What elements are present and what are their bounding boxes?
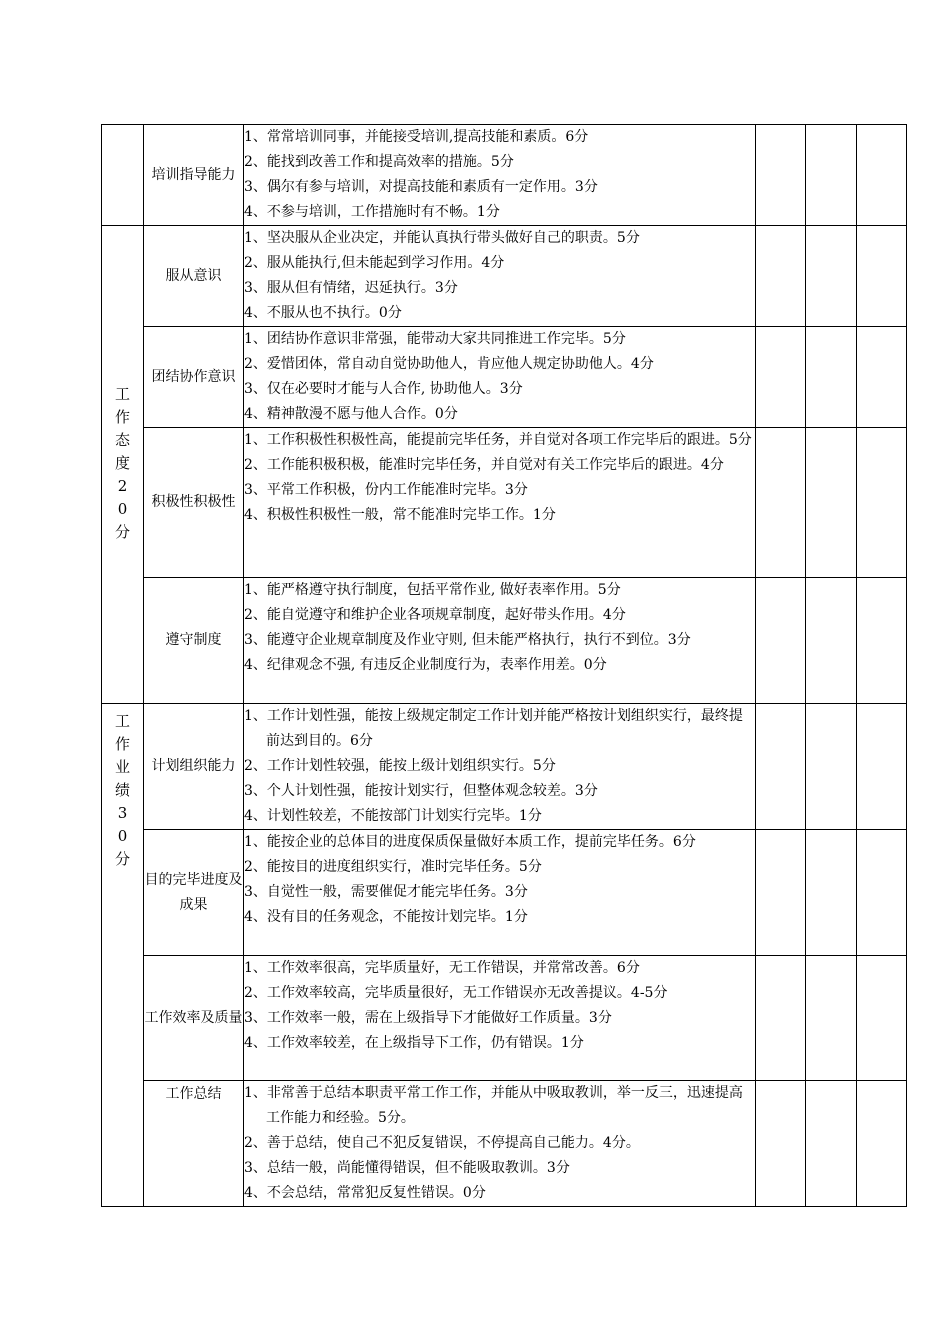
score-cell-1[interactable] bbox=[756, 1081, 806, 1207]
table-row bbox=[102, 704, 907, 830]
score-cell-1[interactable] bbox=[756, 327, 806, 428]
score-cell-1[interactable] bbox=[756, 125, 806, 226]
score-cell-3[interactable] bbox=[857, 704, 907, 830]
criteria-line: 3、偶尔有参与培训，对提高技能和素质有一定作用。3分 bbox=[244, 179, 598, 195]
criteria-line: 4、工作效率较差，在上级指导下工作，仍有错误。1分 bbox=[244, 1035, 584, 1051]
score-cell-3[interactable] bbox=[857, 226, 907, 327]
score-cell-1[interactable] bbox=[756, 578, 806, 704]
table-row bbox=[102, 226, 907, 327]
category-label: 工作态度20分 bbox=[114, 385, 130, 541]
item-name: 培训指导能力 bbox=[144, 125, 244, 226]
score-cell-1[interactable] bbox=[756, 830, 806, 956]
score-cell-3[interactable] bbox=[857, 125, 907, 226]
score-cell-1[interactable] bbox=[756, 428, 806, 578]
criteria-line: 2、善于总结，使自己不犯反复错误，不停提高自己能力。4分。 bbox=[244, 1135, 640, 1151]
score-cell-1[interactable] bbox=[756, 704, 806, 830]
criteria-line: 4、精神散漫不愿与他人合作。0分 bbox=[244, 406, 458, 422]
criteria-line: 3、个人计划性强，能按计划实行，但整体观念较差。3分 bbox=[244, 783, 598, 799]
table-row bbox=[102, 956, 907, 1081]
criteria-cell bbox=[244, 1081, 756, 1207]
item-name: 团结协作意识 bbox=[144, 327, 244, 428]
criteria-line: 2、能自觉遵守和维护企业各项规章制度，起好带头作用。4分 bbox=[244, 607, 626, 623]
item-name: 服从意识 bbox=[144, 226, 244, 327]
criteria-line: 4、不会总结，常常犯反复性错误。0分 bbox=[244, 1185, 486, 1201]
criteria-cell bbox=[244, 125, 756, 226]
score-cell-2[interactable] bbox=[806, 226, 857, 327]
criteria-line: 1、常常培训同事，并能接受培训,提高技能和素质。6分 bbox=[244, 129, 589, 145]
item-name: 目的完毕进度及成果 bbox=[144, 830, 244, 956]
score-cell-2[interactable] bbox=[806, 327, 857, 428]
criteria-line: 2、能找到改善工作和提高效率的措施。5分 bbox=[244, 154, 514, 170]
table-row bbox=[102, 428, 907, 578]
criteria-line: 2、工作能积极积极，能准时完毕任务，并自觉对有关工作完毕后的跟进。4分 bbox=[244, 457, 724, 473]
criteria-line: 4、计划性较差，不能按部门计划实行完毕。1分 bbox=[244, 808, 542, 824]
score-cell-2[interactable] bbox=[806, 956, 857, 1081]
criteria-line: 3、自觉性一般，需要催促才能完毕任务。3分 bbox=[244, 884, 528, 900]
score-cell-3[interactable] bbox=[857, 428, 907, 578]
criteria-line: 1、团结协作意识非常强，能带动大家共同推进工作完毕。5分 bbox=[244, 331, 626, 347]
item-name: 工作总结 bbox=[144, 1081, 244, 1207]
criteria-line: 1、能严格遵守执行制度，包括平常作业, 做好表率作用。5分 bbox=[244, 582, 621, 598]
criteria-line: 3、平常工作积极，份内工作能准时完毕。3分 bbox=[244, 482, 528, 498]
criteria-cell bbox=[244, 578, 756, 704]
criteria-line: 4、没有目的任务观念，不能按计划完毕。1分 bbox=[244, 909, 528, 925]
criteria-cell bbox=[244, 327, 756, 428]
criteria-line: 3、总结一般，尚能懂得错误，但不能吸取教训。3分 bbox=[244, 1160, 570, 1176]
criteria-cell bbox=[244, 428, 756, 578]
score-cell-3[interactable] bbox=[857, 956, 907, 1081]
evaluation-table bbox=[101, 124, 907, 1207]
criteria-line: 2、工作效率较高，完毕质量很好，无工作错误亦无改善提议。4-5分 bbox=[244, 985, 668, 1001]
score-cell-2[interactable] bbox=[806, 428, 857, 578]
score-cell-2[interactable] bbox=[806, 704, 857, 830]
table-row bbox=[102, 578, 907, 704]
table-row bbox=[102, 830, 907, 956]
criteria-line: 2、爱惜团体，常自动自觉协助他人，肯应他人规定协助他人。4分 bbox=[244, 356, 654, 372]
criteria-line: 4、不参与培训，工作措施时有不畅。1分 bbox=[244, 204, 500, 220]
criteria-line: 3、仅在必要时才能与人合作, 协助他人。3分 bbox=[244, 381, 523, 397]
category-label: 工作业绩30分 bbox=[114, 712, 130, 868]
criteria-line: 4、纪律观念不强, 有违反企业制度行为，表率作用差。0分 bbox=[244, 657, 607, 673]
item-name: 工作效率及质量 bbox=[144, 956, 244, 1081]
criteria-line: 2、服从能执行,但未能起到学习作用。4分 bbox=[244, 255, 505, 271]
item-name: 积极性积极性 bbox=[144, 428, 244, 578]
table-row bbox=[102, 327, 907, 428]
score-cell-2[interactable] bbox=[806, 1081, 857, 1207]
table-row bbox=[102, 125, 907, 226]
criteria-line: 3、能遵守企业规章制度及作业守则, 但未能严格执行，执行不到位。3分 bbox=[244, 632, 691, 648]
score-cell-3[interactable] bbox=[857, 1081, 907, 1207]
criteria-line: 1、坚决服从企业决定，并能认真执行带头做好自己的职责。5分 bbox=[244, 230, 640, 246]
category-cell bbox=[102, 125, 144, 226]
score-cell-2[interactable] bbox=[806, 125, 857, 226]
criteria-line: 1、工作效率很高，完毕质量好，无工作错误，并常常改善。6分 bbox=[244, 960, 640, 976]
score-cell-1[interactable] bbox=[756, 226, 806, 327]
score-cell-3[interactable] bbox=[857, 578, 907, 704]
criteria-line: 1、能按企业的总体目的进度保质保量做好本质工作，提前完毕任务。6分 bbox=[244, 834, 696, 850]
score-cell-3[interactable] bbox=[857, 327, 907, 428]
criteria-line: 1、工作计划性强，能按上级规定制定工作计划并能严格按计划组织实行，最终提前达到目的。6分 bbox=[244, 708, 743, 749]
score-cell-1[interactable] bbox=[756, 956, 806, 1081]
score-cell-2[interactable] bbox=[806, 578, 857, 704]
item-name: 遵守制度 bbox=[144, 578, 244, 704]
criteria-line: 4、积极性积极性一般，常不能准时完毕工作。1分 bbox=[244, 507, 556, 523]
category-cell bbox=[102, 704, 144, 1207]
criteria-line: 1、工作积极性积极性高，能提前完毕任务，并自觉对各项工作完毕后的跟进。5分 bbox=[244, 432, 752, 448]
criteria-cell bbox=[244, 830, 756, 956]
criteria-cell bbox=[244, 704, 756, 830]
score-cell-3[interactable] bbox=[857, 830, 907, 956]
criteria-line: 2、工作计划性较强，能按上级计划组织实行。5分 bbox=[244, 758, 556, 774]
criteria-line: 3、工作效率一般，需在上级指导下才能做好工作质量。3分 bbox=[244, 1010, 612, 1026]
table-row bbox=[102, 1081, 907, 1207]
item-name: 计划组织能力 bbox=[144, 704, 244, 830]
criteria-line: 2、能按目的进度组织实行，准时完毕任务。5分 bbox=[244, 859, 542, 875]
criteria-cell bbox=[244, 226, 756, 327]
criteria-line: 1、非常善于总结本职责平常工作工作，并能从中吸取教训，举一反三，迅速提高工作能力和经验。5分。 bbox=[244, 1085, 743, 1126]
category-cell bbox=[102, 226, 144, 704]
criteria-line: 4、不服从也不执行。0分 bbox=[244, 305, 402, 321]
score-cell-2[interactable] bbox=[806, 830, 857, 956]
criteria-line: 3、服从但有情绪，迟延执行。3分 bbox=[244, 280, 458, 296]
criteria-cell bbox=[244, 956, 756, 1081]
